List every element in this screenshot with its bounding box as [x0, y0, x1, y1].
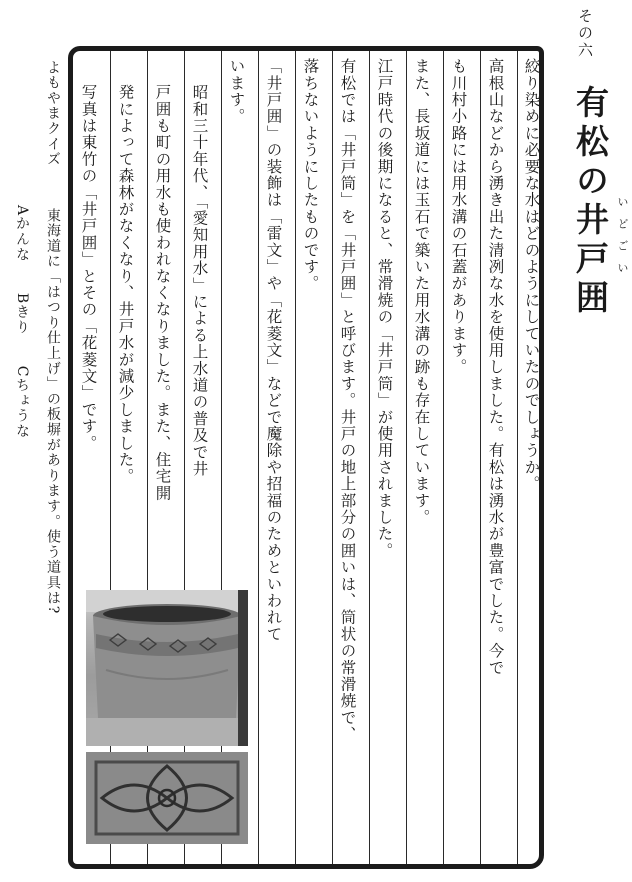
series-label: その六 [576, 8, 594, 59]
hanabishi-pattern-illustration [86, 752, 248, 844]
article-line: 絞り染めに必要な水はどのようにしていたのでしょうか。 [522, 58, 541, 493]
article-line: 有松では「井戸筒」を「井戸囲」と呼びます。井戸の地上部分の囲いは、筒状の常滑焼で、 [338, 58, 357, 743]
quiz-choices: Aかんな Bきり Cちょうな [14, 205, 30, 439]
title-ruby: いどごい [616, 196, 629, 284]
page-title: 有松の井戸囲 [571, 85, 610, 319]
column-rule [295, 51, 296, 864]
article-line: います。 [227, 58, 246, 125]
article-line: も川村小路には用水溝の石蓋があります。 [449, 58, 468, 376]
column-rule [517, 51, 518, 864]
article-line: 落ちないようにしたものです。 [301, 58, 320, 292]
article-line: 江戸時代の後期になると、常滑焼の「井戸筒」が使用されました。 [375, 58, 394, 559]
column-rule [443, 51, 444, 864]
article-line: 戸囲も町の用水も使われなくなりました。また、住宅開 [153, 84, 172, 502]
column-rule [258, 51, 259, 864]
quiz-question: 東海道に「はつり仕上げ」の板塀があります。使う道具は? [45, 208, 61, 615]
article-line: 「井戸囲」の装飾は「雷文」や「花菱文」などで魔除や招福のためといわれて [264, 58, 283, 643]
article-line: 高根山などから湧き出た清冽な水を使用しました。有松は湧水が豊富でした。今で [486, 58, 505, 676]
well-curb-photo [86, 590, 248, 746]
column-rule [369, 51, 370, 864]
quiz-label: よもやまクイズ [45, 60, 61, 168]
article-line: 写真は東竹の「井戸囲」とその「花菱文」です。 [79, 84, 98, 452]
well-curb-illustration [86, 590, 248, 746]
column-rule [480, 51, 481, 864]
article-line: また、長坂道には玉石で築いた用水溝の跡も存在しています。 [412, 58, 431, 526]
column-rule [406, 51, 407, 864]
article-line: 昭和三十年代、「愛知用水」による上水道の普及で井 [190, 84, 209, 478]
article-line: 発によって森林がなくなり、井戸水が減少しました。 [116, 84, 135, 485]
hanabishi-pattern-photo [86, 752, 248, 844]
column-rule [332, 51, 333, 864]
